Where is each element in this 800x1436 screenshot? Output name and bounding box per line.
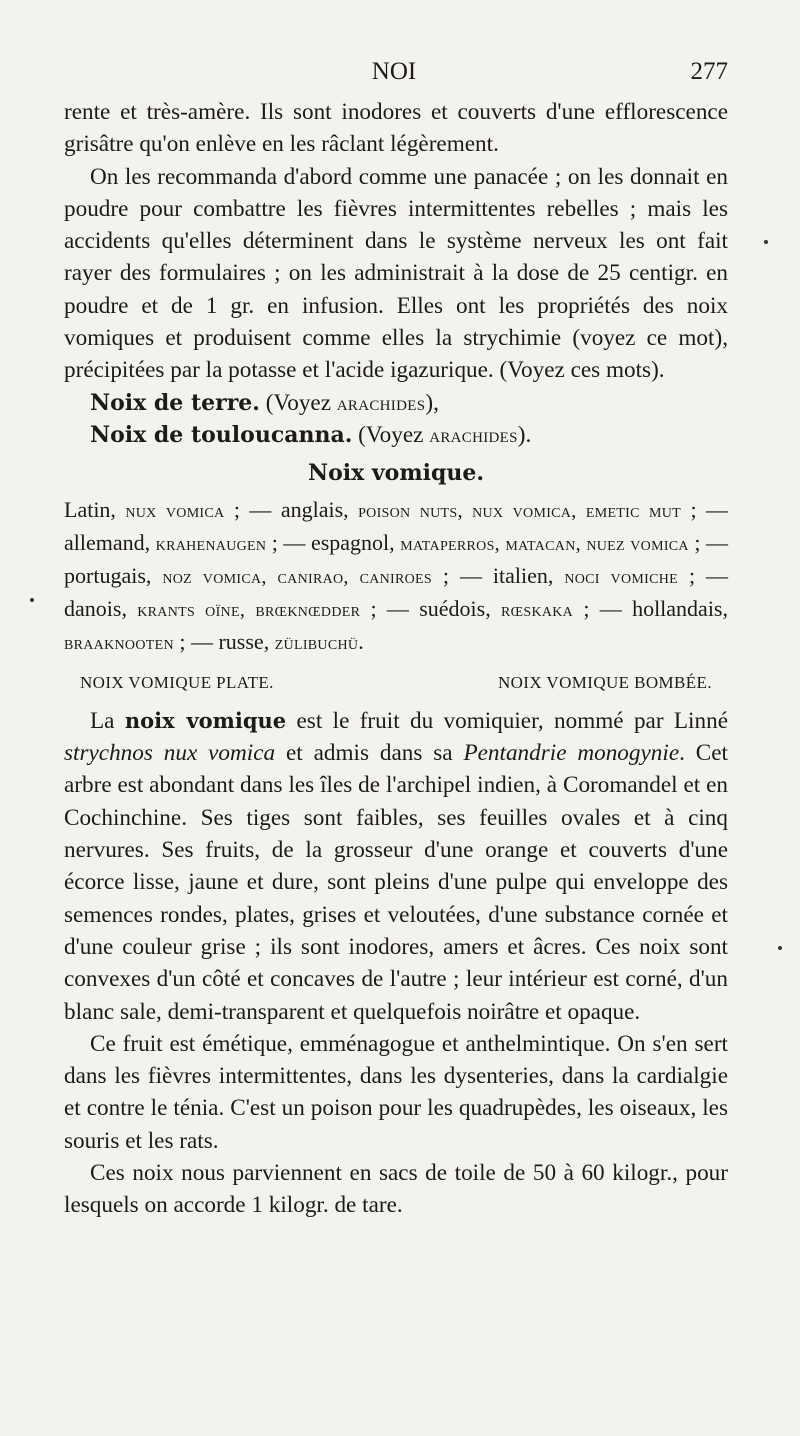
synonym-term: nux vomica: [125, 499, 225, 522]
synonym-lang: danois,: [64, 595, 138, 621]
synonym-lang: allemand,: [64, 529, 156, 555]
text-run: . Cet arbre est abondant dans les îles de l'archipel indien, à Coromandel et en Cochinchine. Ses tiges sont faibles, ses feuilles ovales et à cinq nervures. Ses fruits, de la grosseur d'une orange et couverts d'une écorce lisse, jaune et dure, sont pleins d'une pulpe qui enveloppe des semences rondes, plates, grises et veloutées, d'une substance cornée et d'une couleur grise ; ils sont inodores, amers et âcres. Ces noix sont convexes d'un côté et concaves de l'autre ; leur intérieur est corné, d'un blanc sale, demi-transparent et quelquefois noirâtre et opaque.: [64, 740, 728, 1025]
synonym-sep: ; —: [431, 562, 493, 588]
figure-labels: [80, 667, 712, 699]
bold-term: noix vomique: [124, 707, 287, 733]
synonym-sep: ; —: [266, 529, 311, 555]
entry-cross-reference: arachides: [429, 422, 518, 447]
running-header: [60, 58, 728, 92]
synonym-sep: ; —: [688, 529, 728, 555]
synonym-sep: ; —: [573, 595, 633, 621]
synonym-term: zülibuchü: [274, 631, 359, 654]
entry-noix-de-touloucanna: [64, 419, 728, 451]
synonym-lang: anglais,: [280, 496, 359, 522]
italic-classification: Pentandrie monogynie: [463, 740, 680, 767]
synonym-lang: Latin,: [64, 496, 126, 522]
synonym-lang: russe,: [218, 628, 275, 654]
italic-species-name: strychnos nux vomica: [64, 740, 276, 767]
figure-label-plate: NOIX VOMIQUE PLATE.: [80, 672, 274, 692]
synonym-lang: italien,: [492, 562, 565, 588]
entry-noix-de-terre: [64, 387, 728, 419]
synonyms-list: [64, 494, 728, 659]
running-title: NOI: [371, 58, 417, 85]
page-body: [64, 96, 728, 1222]
synonym-term: noz vomica, canirao, caniroes: [162, 565, 432, 588]
synonym-term: noci vomiche: [564, 565, 678, 588]
text-run: La: [90, 707, 125, 734]
figure-label-bombee: NOIX VOMIQUE BOMBÉE.: [497, 672, 712, 692]
synonym-term: rœskaka: [500, 598, 574, 621]
entry-headword: Noix de terre.: [90, 389, 260, 416]
synonym-lang: hollandais,: [632, 595, 728, 621]
entry-ref-prefix: (Voyez: [352, 421, 430, 448]
text-run: est le fruit du vomiquier, nommé par Linné: [286, 707, 728, 734]
synonym-lang: portugais,: [64, 562, 163, 588]
ink-speck: [30, 598, 34, 602]
synonym-term: mataperros, matacan, nuez vomica: [400, 532, 689, 555]
entry-ref-suffix: ).: [517, 421, 532, 448]
paragraph-packaging: Ces noix nous parviennent en sacs de toile de 50 à 60 kilogr., pour lesquels on accorde 1 kilogr. de tare.: [64, 1160, 728, 1219]
synonym-term: braaknooten: [64, 631, 174, 654]
synonym-term: krahenaugen: [155, 532, 267, 555]
ink-speck: [764, 240, 768, 244]
synonym-sep: ; —: [173, 628, 219, 654]
synonym-lang: espagnol,: [310, 529, 401, 555]
text-run: et admis dans sa: [275, 740, 464, 767]
synonym-sep: ; —: [678, 562, 728, 588]
paragraph-usage: [64, 161, 728, 387]
synonym-sep: .: [358, 628, 364, 654]
synonym-term: poison nuts, nux vomica, emetic mut: [358, 499, 682, 522]
paragraph-continuation: rente et très-amère. Ils sont inodores et couverts d'une efflorescence grisâtre qu'on enlève en les râclant légèrement.: [64, 99, 728, 158]
page-number: 277: [690, 58, 728, 85]
entry-cross-reference: arachides: [336, 390, 426, 415]
ink-speck: [778, 946, 782, 950]
entry-ref-suffix: ),: [425, 389, 439, 416]
entry-ref-prefix: (Voyez: [259, 389, 337, 416]
section-title: Noix vomique.: [307, 460, 485, 487]
paragraph-description: [64, 705, 728, 1028]
synonym-term: krants oïne, brœknœdder: [137, 598, 361, 621]
synonym-sep: ; —: [224, 496, 281, 522]
entry-headword: Noix de touloucanna.: [90, 421, 353, 448]
paragraph-properties: Ce fruit est émétique, emménagogue et anthelmintique. On s'en sert dans les fièvres intermittentes, dans les dysenteries, dans la cardialgie et contre le ténia. C'est un poison pour les quadrupèdes, les oiseaux, les souris et les rats.: [64, 1030, 728, 1154]
synonym-sep: ; —: [360, 595, 420, 621]
synonym-sep: ; —: [681, 496, 728, 522]
synonym-lang: suédois,: [419, 595, 501, 621]
paragraph-usage-text: On les recommanda d'abord comme une panacée ; on les donnait en poudre pour combattre les fièvres intermittentes rebelles ; mais les accidents qu'elles déterminent dans le système nerveux les ont fait rayer des formulaires ; on les administrait à la dose de 25 centigr. en poudre et de 1 gr. en infusion. Elles ont les propriétés des noix vomiques et produisent comme elles la strychimie (voyez ce mot), précipitées par la potasse et l'acide igazurique. (Voyez ces mots).: [64, 163, 728, 384]
